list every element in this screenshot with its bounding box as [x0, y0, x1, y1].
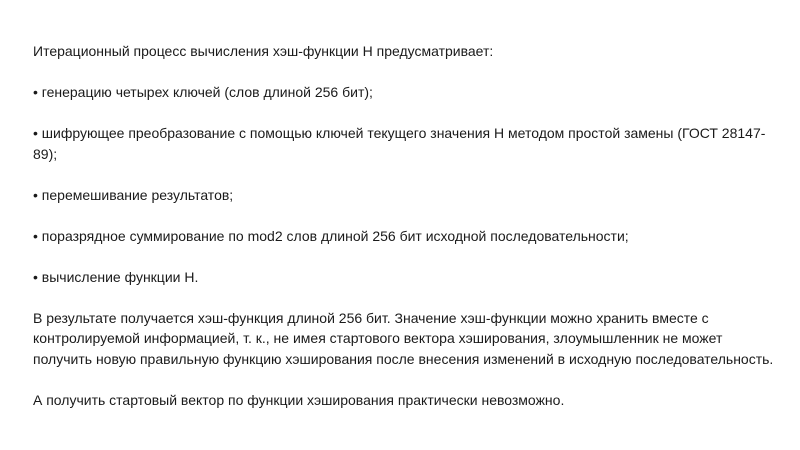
bullet-item-mod2-sum: • поразрядное суммирование по mod2 слов длиной 256 бит исходной последовательности; [33, 227, 629, 244]
intro-paragraph: Итерационный процесс вычисления хэш-функции H предусматривает: [33, 43, 494, 59]
conclusion-paragraph: А получить стартовый вектор по функции хэширования практически невозможно. [33, 391, 565, 408]
result-paragraph: В результате получается хэш-функция длиной 256 бит. Значение хэш-функции можно хранить вместе с контролируемой информацией, т. к., не имея стартового вектора хэширования, злоумышленник не может получить новую правильную функцию хэширования после внесения изменений в исходную последовательность. [33, 309, 774, 367]
bullet-item-mixing: • перемешивание результатов; [33, 186, 234, 203]
bullet-item-key-generation: • генерацию четырех ключей (слов длиной 256 бит); [33, 84, 373, 100]
bullet-item-encryption: • шифрующее преобразование с помощью ключей текущего значения H методом простой замены (ГОСТ 28147-89); [33, 125, 766, 162]
bullet-item-compute-h: • вычисление функции H. [33, 268, 199, 285]
slide-text-body [33, 41, 780, 410]
